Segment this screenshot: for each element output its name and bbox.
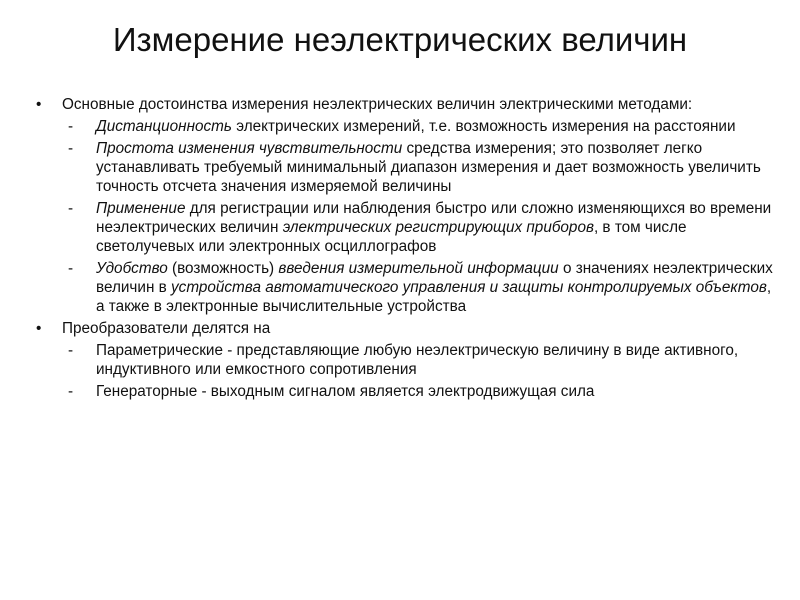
sub-bullet-marker: - xyxy=(68,260,74,277)
sub-bullet-text xyxy=(96,383,594,400)
sub-bullet-item xyxy=(36,139,776,196)
sub-bullet-item xyxy=(36,199,776,256)
emphasized-text: введения измерительной информации xyxy=(278,260,559,277)
bullet-marker: • xyxy=(36,96,42,113)
emphasized-text: Простота изменения чувствительности xyxy=(96,140,403,157)
bullet-item xyxy=(36,319,776,338)
emphasized-text: электрических регистрирующих приборов xyxy=(282,219,594,236)
emphasized-text: Применение xyxy=(96,200,186,217)
bullet-marker: • xyxy=(36,320,42,337)
sub-bullet-item xyxy=(36,382,776,401)
sub-bullet-marker: - xyxy=(68,383,74,400)
sub-bullet-text xyxy=(96,118,736,135)
text-run: средства измерения; это позволяет легко устанавливать требуемый минимальный диапазон измерения и дает возможность увеличить точность отсчета значения измеряемой величины xyxy=(96,140,761,195)
slide-content xyxy=(36,95,776,401)
sub-bullet-item xyxy=(36,341,776,379)
text-run: (возможность) xyxy=(167,260,279,277)
sub-bullet-marker: - xyxy=(68,118,74,135)
text-run: электрических измерений, т.е. возможность измерения на расстоянии xyxy=(231,118,736,135)
sub-bullet-text xyxy=(96,200,771,255)
sub-bullet-marker: - xyxy=(68,200,74,217)
sub-bullet-marker: - xyxy=(68,140,74,157)
sub-bullet-text xyxy=(96,140,761,195)
emphasized-text: устройства автоматического управления и защиты контролируемых объектов xyxy=(171,279,767,296)
text-run: о значениях неэлектрических величин в xyxy=(96,260,773,296)
sub-bullet-marker: - xyxy=(68,342,74,359)
text-run: , в том числе светолучевых или электронных осциллографов xyxy=(96,219,687,255)
text-run: , а также в электронные вычислительные устройства xyxy=(96,279,772,315)
text-run: Генераторные - выходным сигналом является электродвижущая сила xyxy=(96,383,595,400)
emphasized-text: Дистанционность xyxy=(96,118,232,135)
sub-bullet-item xyxy=(36,259,776,316)
sub-bullet-item xyxy=(36,117,776,136)
bullet-text: Преобразователи делятся на xyxy=(62,320,271,337)
text-run: Параметрические - представляющие любую неэлектрическую величину в виде активного, индуктивного или емкостного сопротивления xyxy=(96,342,739,378)
sub-bullet-text xyxy=(96,342,738,378)
slide-title: Измерение неэлектрических величин xyxy=(112,21,688,58)
bullet-item xyxy=(36,95,776,114)
bullet-text: Основные достоинства измерения неэлектрических величин электрическими методами: xyxy=(62,96,693,113)
text-run: для регистрации или наблюдения быстро или сложно изменяющихся во времени неэлектрических величин xyxy=(96,200,772,236)
emphasized-text: Удобство xyxy=(96,260,168,277)
sub-bullet-text xyxy=(96,260,773,315)
